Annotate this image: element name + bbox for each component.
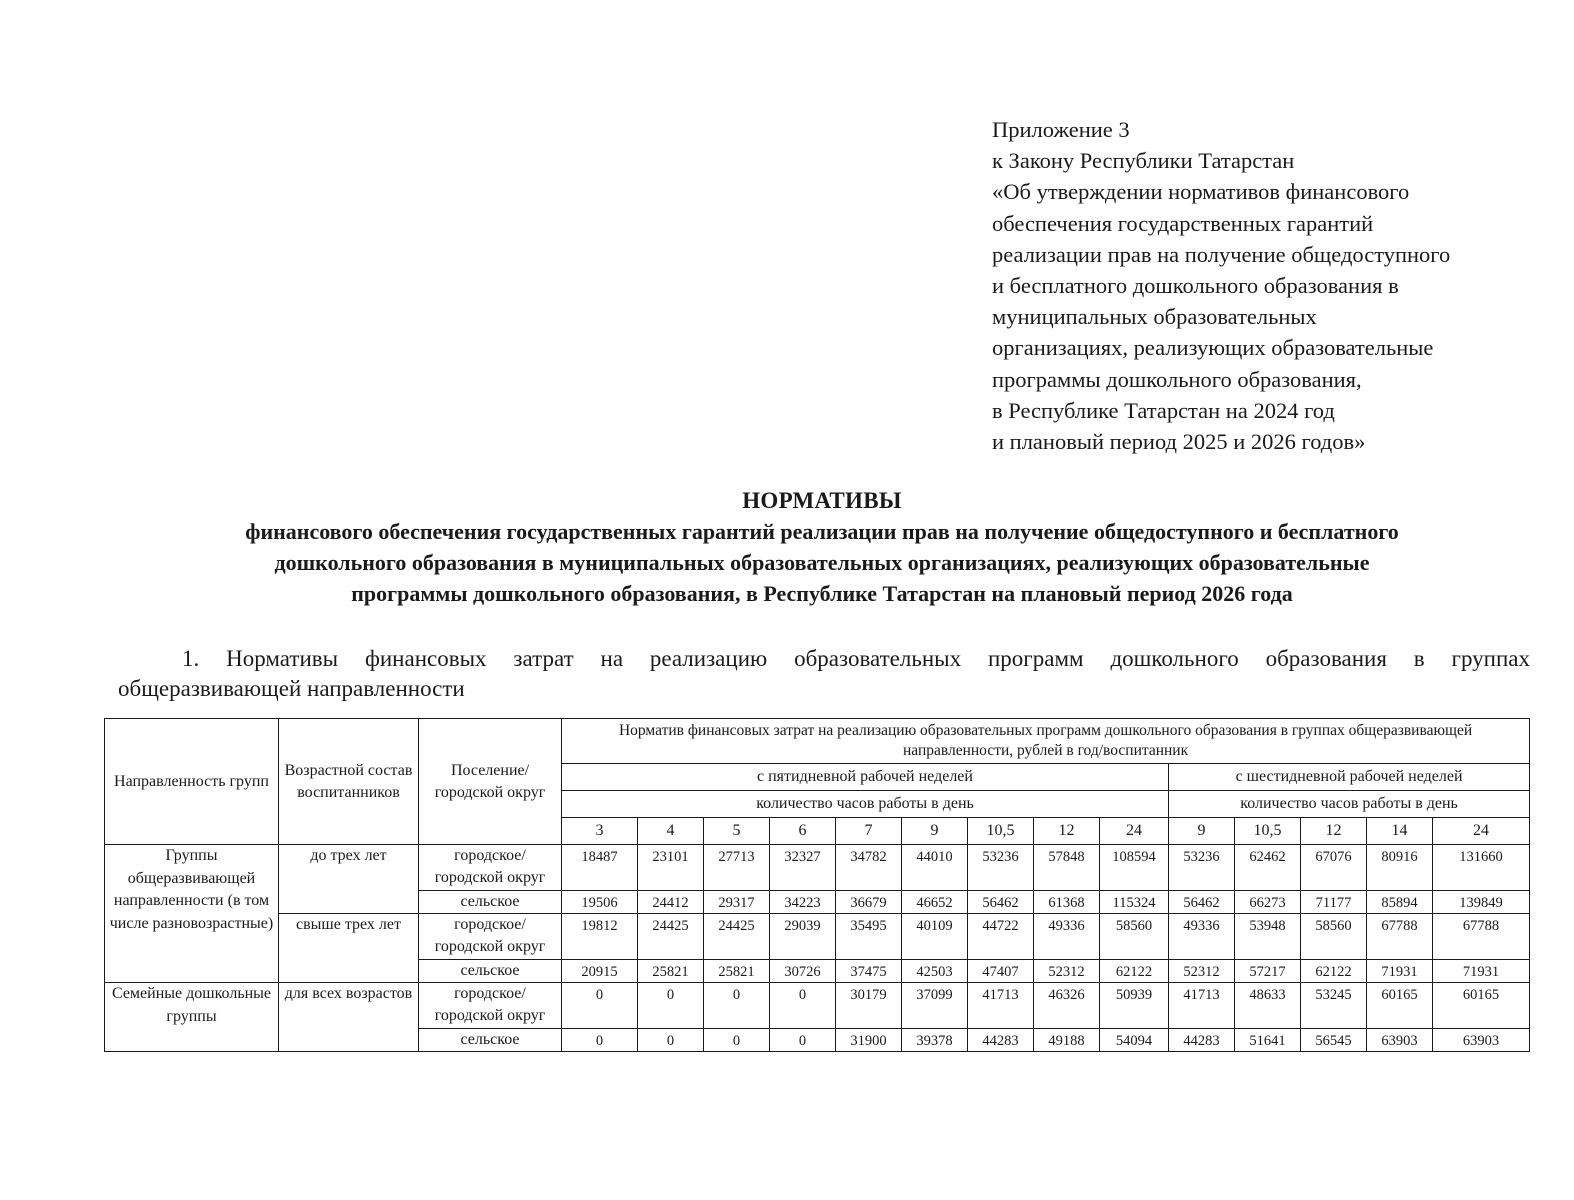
value-cell: 41713	[1169, 983, 1235, 1029]
appendix-line: к Закону Республики Татарстан	[992, 148, 1295, 174]
direction-cell: Семейные дошкольные группы	[105, 983, 279, 1052]
appendix-line: в Республике Татарстан на 2024 год	[992, 397, 1335, 423]
appendix-line: и бесплатного дошкольного образования в	[992, 273, 1399, 299]
value-cell: 71931	[1367, 960, 1433, 983]
header-age: Возрастной состав воспитанников	[279, 719, 419, 845]
value-cell: 50939	[1100, 983, 1169, 1029]
value-cell: 49336	[1169, 914, 1235, 960]
value-cell: 54094	[1100, 1029, 1169, 1052]
hours-cell: 9	[1169, 818, 1235, 845]
hours-cell: 14	[1367, 818, 1433, 845]
value-cell: 23101	[638, 845, 704, 891]
value-cell: 71177	[1301, 891, 1367, 914]
hours-cell: 12	[1301, 818, 1367, 845]
appendix-line: и плановый период 2025 и 2026 годов»	[992, 429, 1366, 455]
value-cell: 49188	[1034, 1029, 1100, 1052]
value-cell: 48633	[1235, 983, 1301, 1029]
section-paragraph	[118, 644, 1530, 704]
value-cell: 58560	[1100, 914, 1169, 960]
value-cell: 63903	[1367, 1029, 1433, 1052]
value-cell: 29317	[704, 891, 770, 914]
value-cell: 46652	[902, 891, 968, 914]
title-sub-line: финансового обеспечения государственных гарантий реализации прав на получение общедоступного и бесплатного	[245, 519, 1399, 544]
value-cell: 29039	[770, 914, 836, 960]
value-cell: 20915	[562, 960, 638, 983]
value-cell: 85894	[1367, 891, 1433, 914]
value-cell: 42503	[902, 960, 968, 983]
hours-cell: 6	[770, 818, 836, 845]
hours-cell: 10,5	[968, 818, 1034, 845]
value-cell: 67788	[1433, 914, 1530, 960]
settlement-cell: городское/ городской округ	[419, 914, 562, 960]
table-row	[105, 983, 1530, 1029]
value-cell: 80916	[1367, 845, 1433, 891]
age-cell: для всех возрастов	[279, 983, 419, 1052]
value-cell: 27713	[704, 845, 770, 891]
value-cell: 56462	[1169, 891, 1235, 914]
value-cell: 0	[704, 983, 770, 1029]
value-cell: 61368	[1034, 891, 1100, 914]
value-cell: 67788	[1367, 914, 1433, 960]
hours-cell: 5	[704, 818, 770, 845]
value-cell: 32327	[770, 845, 836, 891]
settlement-cell: городское/ городской округ	[419, 983, 562, 1029]
value-cell: 18487	[562, 845, 638, 891]
norms-table	[104, 718, 1530, 1052]
value-cell: 0	[562, 1029, 638, 1052]
age-cell: свыше трех лет	[279, 914, 419, 983]
title-sub-line: дошкольного образования в муниципальных образовательных организациях, реализующих образовательные	[274, 550, 1370, 575]
value-cell: 60165	[1367, 983, 1433, 1029]
value-cell: 60165	[1433, 983, 1530, 1029]
value-cell: 25821	[704, 960, 770, 983]
value-cell: 53236	[1169, 845, 1235, 891]
age-cell: до трех лет	[279, 845, 419, 914]
value-cell: 53245	[1301, 983, 1367, 1029]
appendix-line: организациях, реализующих образовательные	[992, 335, 1434, 361]
document-title	[110, 486, 1534, 609]
table-row	[105, 914, 1530, 960]
appendix-reference	[992, 114, 1552, 457]
value-cell: 62122	[1100, 960, 1169, 983]
header-settlement: Поселение/ городской округ	[419, 719, 562, 845]
paragraph-line: общеразвивающей направленности	[118, 676, 465, 701]
value-cell: 71931	[1433, 960, 1530, 983]
settlement-cell: сельское	[419, 1029, 562, 1052]
hours-cell: 12	[1034, 818, 1100, 845]
title-sub-line: программы дошкольного образования, в Республике Татарстан на плановый период 2026 года	[351, 581, 1293, 606]
value-cell: 57848	[1034, 845, 1100, 891]
header-five-day: с пятидневной рабочей неделей	[562, 764, 1169, 791]
direction-cell: Группы общеразвивающей направленности (в том числе разновозрастные)	[105, 845, 279, 983]
value-cell: 52312	[1169, 960, 1235, 983]
value-cell: 47407	[968, 960, 1034, 983]
value-cell: 58560	[1301, 914, 1367, 960]
value-cell: 37099	[902, 983, 968, 1029]
header-hours-five: количество часов работы в день	[562, 791, 1169, 818]
value-cell: 37475	[836, 960, 902, 983]
value-cell: 34223	[770, 891, 836, 914]
appendix-line: «Об утверждении нормативов финансового	[992, 179, 1410, 205]
value-cell: 63903	[1433, 1029, 1530, 1052]
header-direction: Направленность групп	[105, 719, 279, 845]
hours-cell: 7	[836, 818, 902, 845]
table-row	[105, 845, 1530, 891]
hours-cell: 24	[1433, 818, 1530, 845]
value-cell: 62122	[1301, 960, 1367, 983]
value-cell: 108594	[1100, 845, 1169, 891]
value-cell: 41713	[968, 983, 1034, 1029]
table-body	[105, 845, 1530, 1052]
value-cell: 56462	[968, 891, 1034, 914]
header-hours-six: количество часов работы в день	[1169, 791, 1530, 818]
value-cell: 39378	[902, 1029, 968, 1052]
settlement-cell: сельское	[419, 960, 562, 983]
value-cell: 0	[562, 983, 638, 1029]
value-cell: 30726	[770, 960, 836, 983]
title-main: НОРМАТИВЫ	[742, 488, 902, 513]
value-cell: 0	[638, 983, 704, 1029]
appendix-line: программы дошкольного образования,	[992, 366, 1362, 392]
value-cell: 40109	[902, 914, 968, 960]
value-cell: 131660	[1433, 845, 1530, 891]
value-cell: 19812	[562, 914, 638, 960]
hours-cell: 3	[562, 818, 638, 845]
value-cell: 49336	[1034, 914, 1100, 960]
value-cell: 62462	[1235, 845, 1301, 891]
value-cell: 36679	[836, 891, 902, 914]
value-cell: 53236	[968, 845, 1034, 891]
value-cell: 0	[638, 1029, 704, 1052]
value-cell: 24425	[704, 914, 770, 960]
value-cell: 24412	[638, 891, 704, 914]
paragraph-line: 1. Нормативы финансовых затрат на реализацию образовательных программ дошкольного образования в группах	[182, 646, 1530, 671]
value-cell: 0	[704, 1029, 770, 1052]
value-cell: 53948	[1235, 914, 1301, 960]
header-six-day: с шестидневной рабочей неделей	[1169, 764, 1530, 791]
hours-cell: 24	[1100, 818, 1169, 845]
value-cell: 0	[770, 983, 836, 1029]
value-cell: 56545	[1301, 1029, 1367, 1052]
value-cell: 35495	[836, 914, 902, 960]
value-cell: 51641	[1235, 1029, 1301, 1052]
value-cell: 30179	[836, 983, 902, 1029]
value-cell: 52312	[1034, 960, 1100, 983]
value-cell: 57217	[1235, 960, 1301, 983]
settlement-cell: городское/ городской округ	[419, 845, 562, 891]
value-cell: 44283	[1169, 1029, 1235, 1052]
value-cell: 24425	[638, 914, 704, 960]
value-cell: 67076	[1301, 845, 1367, 891]
settlement-cell: сельское	[419, 891, 562, 914]
value-cell: 46326	[1034, 983, 1100, 1029]
value-cell: 31900	[836, 1029, 902, 1052]
appendix-line: Приложение 3	[992, 117, 1130, 142]
hours-cell: 4	[638, 818, 704, 845]
value-cell: 44010	[902, 845, 968, 891]
value-cell: 115324	[1100, 891, 1169, 914]
value-cell: 66273	[1235, 891, 1301, 914]
value-cell: 44722	[968, 914, 1034, 960]
appendix-line: обеспечения государственных гарантий	[992, 210, 1374, 236]
value-cell: 139849	[1433, 891, 1530, 914]
value-cell: 25821	[638, 960, 704, 983]
appendix-line: муниципальных образовательных	[992, 304, 1317, 330]
value-cell: 19506	[562, 891, 638, 914]
hours-cell: 9	[902, 818, 968, 845]
value-cell: 34782	[836, 845, 902, 891]
hours-cell: 10,5	[1235, 818, 1301, 845]
value-cell: 0	[770, 1029, 836, 1052]
value-cell: 44283	[968, 1029, 1034, 1052]
header-main: Норматив финансовых затрат на реализацию образовательных программ дошкольного образования в группах общеразвивающей направленности, рублей в год/воспитанник	[562, 719, 1530, 764]
appendix-line: реализации прав на получение общедоступного	[992, 241, 1451, 267]
